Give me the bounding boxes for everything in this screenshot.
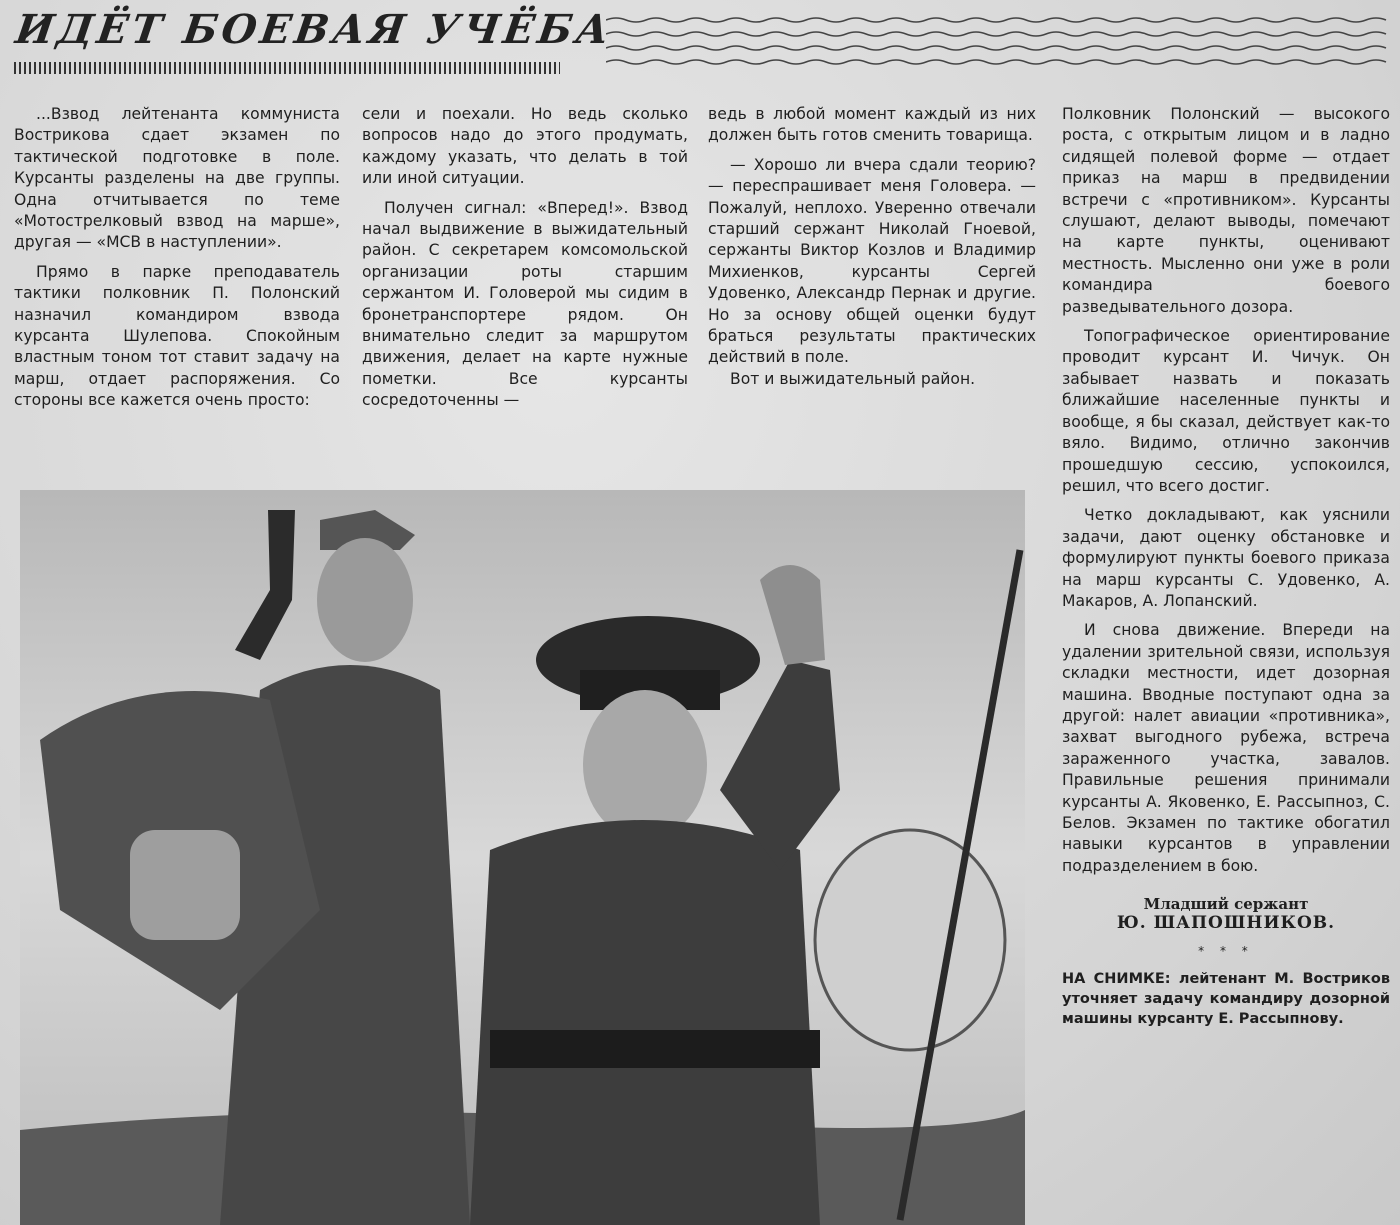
article-column-1 <box>14 104 340 412</box>
author-name: Ю. ШАПОШНИКОВ. <box>1116 913 1336 934</box>
article-column-4 <box>1062 104 1390 1029</box>
author-rank: Младший сержант <box>1143 895 1309 914</box>
article-column-3 <box>708 104 1036 390</box>
paragraph: Получен сигнал: «Вперед!». Взвод начал выдвижение в выжидательный район. С секретарем комсомольской организации роты старшим сержантом И. Головерой мы сидим в бронетранспортере рядом. Он внимательно следит за маршрутом движения, делает на карте нужные пометки. Все курсанты сосредоточенны — <box>362 198 688 410</box>
article-photo <box>20 490 1025 1225</box>
author-byline <box>1062 895 1390 933</box>
paragraph: Четко докладывают, как уяснили задачи, дают оценку обстановке и формулируют пункты боевого приказа на марш курсанты С. Удовенко, А. Макаров, А. Лопанский. <box>1062 506 1390 610</box>
paragraph: Полковник Полонский — высокого роста, с открытым лицом и в ладно сидящей полевой форме — отдает приказ на марш в предвидении встречи с «противником». Курсанты слушают, делают выводы, помечают на карте пункты, оценивают местность. Мысленно они уже в роли командира боевого разведывательного дозора. <box>1062 105 1390 316</box>
paragraph: Топографическое ориентирование проводит курсант И. Чичук. Он забывает назвать и показать ближайшие населенные пункты и вообще, я бы сказал, действует как-то вяло. Видимо, отлично закончив прошедшую сессию, успокоился, решил, что всего достиг. <box>1062 327 1390 495</box>
photo-caption: НА СНИМКЕ: лейтенант М. Востриков уточняет задачу командиру дозорной машины курсанту Е. Рассыпнову. <box>1062 970 1390 1027</box>
headline-underline <box>14 62 560 74</box>
decorative-wavy-rules <box>606 14 1391 68</box>
paragraph: И снова движение. Впереди на удалении зрительной связи, используя складки местности, идет дозорная машина. Вводные поступают одна за другой: налет авиации «противника», захват выгодного рубежа, встреча зараженного участка, завалов. Правильные решения принимали курсанты А. Яковенко, Е. Рассыпноз, С. Белов. Экзамен по тактике обогатил навыки курсантов в управлении подразделением в бою. <box>1062 621 1390 875</box>
paragraph: ...Взвод лейтенанта коммуниста Вострикова сдает экзамен по тактической подготовке в поле. Курсанты разделены на две группы. Одна отчитывается по теме «Мотострелковый взвод на марше», другая — «МСВ в наступлении». <box>14 105 340 252</box>
paragraph: сели и поехали. Но ведь сколько вопросов надо до этого продумать, каждому указать, что делать в той или иной ситуации. <box>362 105 688 188</box>
photo-illustration <box>20 490 1025 1225</box>
paragraph: ведь в любой момент каждый из них должен быть готов сменить товарища. <box>708 105 1036 145</box>
paragraph: Вот и выжидательный район. <box>730 369 976 388</box>
headline: ИДЁТ БОЕВАЯ УЧЁБА <box>12 6 617 53</box>
hatch-icon <box>815 830 1005 1050</box>
paragraph: Прямо в парке преподаватель тактики полковник П. Полонский назначил командиром взвода курсанта Шулепова. Спокойным властным тоном тот ставит задачу на марш, отдает распоряжения. Со стороны все кажется очень просто: <box>14 262 340 410</box>
section-divider-stars: * * * <box>1198 944 1254 959</box>
article-column-2 <box>362 104 688 412</box>
paragraph: — Хорошо ли вчера сдали теорию? — переспрашивает меня Головера. — Пожалуй, неплохо. Уверенно отвечали старший сержант Николай Гноевой, сержанты Виктор Козлов и Владимир Михиенков, курсанты Сергей Удовенко, Александр Пернак и другие. Но за основу общей оценки будут браться результаты практических действий в поле. <box>708 155 1036 367</box>
